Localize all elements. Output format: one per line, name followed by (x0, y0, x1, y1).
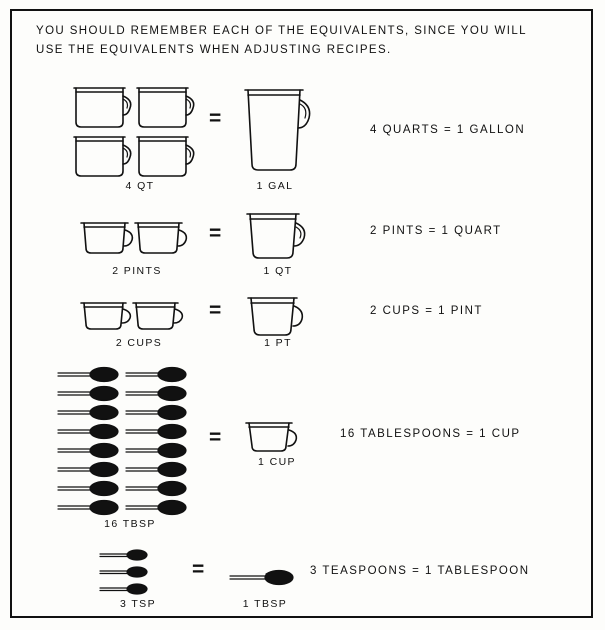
caption-1-qt: 1 QT (263, 265, 293, 277)
equation-quarts-gallon: 4 QUARTS = 1 GALLON (370, 124, 526, 136)
tablespoon-icon-2 (126, 368, 186, 382)
equation-tbsp-cup: 16 TABLESPOONS = 1 CUP (340, 428, 521, 440)
measuring-cup-icon (246, 423, 296, 451)
tablespoon-result-group (228, 568, 298, 594)
tablespoon-icon-1 (58, 368, 118, 382)
equals-sign-5: = (192, 558, 205, 581)
cup-group (78, 298, 198, 340)
pint-result-group (245, 293, 307, 343)
pint-cup-icon-2 (135, 223, 186, 253)
intro-paragraph: YOU SHOULD REMEMBER EACH OF THE EQUIVALENTS, SINCE YOU WILL USE THE EQUIVALENTS WHEN ADJUSTING RECIPES. (36, 25, 527, 56)
equals-sign-3: = (209, 299, 222, 322)
measuring-cup-icon-1 (81, 303, 130, 329)
tablespoon-icon-3 (58, 387, 118, 401)
equals-sign-4: = (209, 426, 222, 449)
pint-cup-icon (248, 298, 302, 335)
caption-2-pints: 2 PINTS (112, 265, 162, 277)
caption-1-tbsp: 1 TBSP (242, 598, 288, 610)
equation-cups-pint: 2 CUPS = 1 PINT (370, 305, 483, 317)
equation-tsp-tbsp: 3 TEASPOONS = 1 TABLESPOON (310, 565, 530, 577)
equals-sign-1: = (209, 107, 222, 130)
quart-pitcher-icon (247, 214, 305, 258)
tablespoon-group (56, 366, 206, 514)
caption-2-cups: 2 CUPS (115, 337, 163, 349)
tablespoon-icon-6 (126, 406, 186, 420)
tablespoon-icon-14 (126, 482, 186, 496)
quart-pitcher-icon-4 (137, 137, 194, 176)
tablespoon-icon (230, 571, 293, 585)
equals-sign-2: = (209, 222, 222, 245)
quart-pitcher-icon-3 (74, 137, 131, 176)
gallon-pitcher-icon (245, 90, 310, 170)
quart-group (70, 82, 210, 177)
teaspoon-icon-2 (100, 567, 147, 577)
measuring-cup-icon-2 (133, 303, 182, 329)
cup-result-group (243, 418, 303, 460)
quart-pitcher-icon-2 (137, 88, 194, 127)
caption-1-cup: 1 CUP (258, 456, 296, 468)
caption-3-tsp: 3 TSP (120, 598, 156, 610)
tablespoon-icon-9 (58, 444, 118, 458)
caption-4-qt: 4 QT (125, 180, 155, 192)
caption-16-tbsp: 16 TBSP (104, 518, 156, 530)
tablespoon-icon-8 (126, 425, 186, 439)
tablespoon-icon-15 (58, 501, 118, 515)
teaspoon-group (98, 548, 188, 598)
tablespoon-icon-10 (126, 444, 186, 458)
tablespoon-icon-16 (126, 501, 186, 515)
tablespoon-icon-7 (58, 425, 118, 439)
tablespoon-icon-13 (58, 482, 118, 496)
tablespoon-icon-12 (126, 463, 186, 477)
tablespoon-icon-4 (126, 387, 186, 401)
quart-result-group (243, 208, 309, 268)
pint-cup-icon-1 (81, 223, 132, 253)
quart-pitcher-icon-1 (74, 88, 131, 127)
pint-group (78, 218, 198, 264)
teaspoon-icon-1 (100, 550, 147, 560)
caption-1-pt: 1 PT (264, 337, 292, 349)
equation-pints-quart: 2 PINTS = 1 QUART (370, 225, 502, 237)
caption-1-gal: 1 GAL (256, 180, 294, 192)
gallon-group (240, 84, 310, 179)
tablespoon-icon-5 (58, 406, 118, 420)
teaspoon-icon-3 (100, 584, 147, 594)
tablespoon-icon-11 (58, 463, 118, 477)
